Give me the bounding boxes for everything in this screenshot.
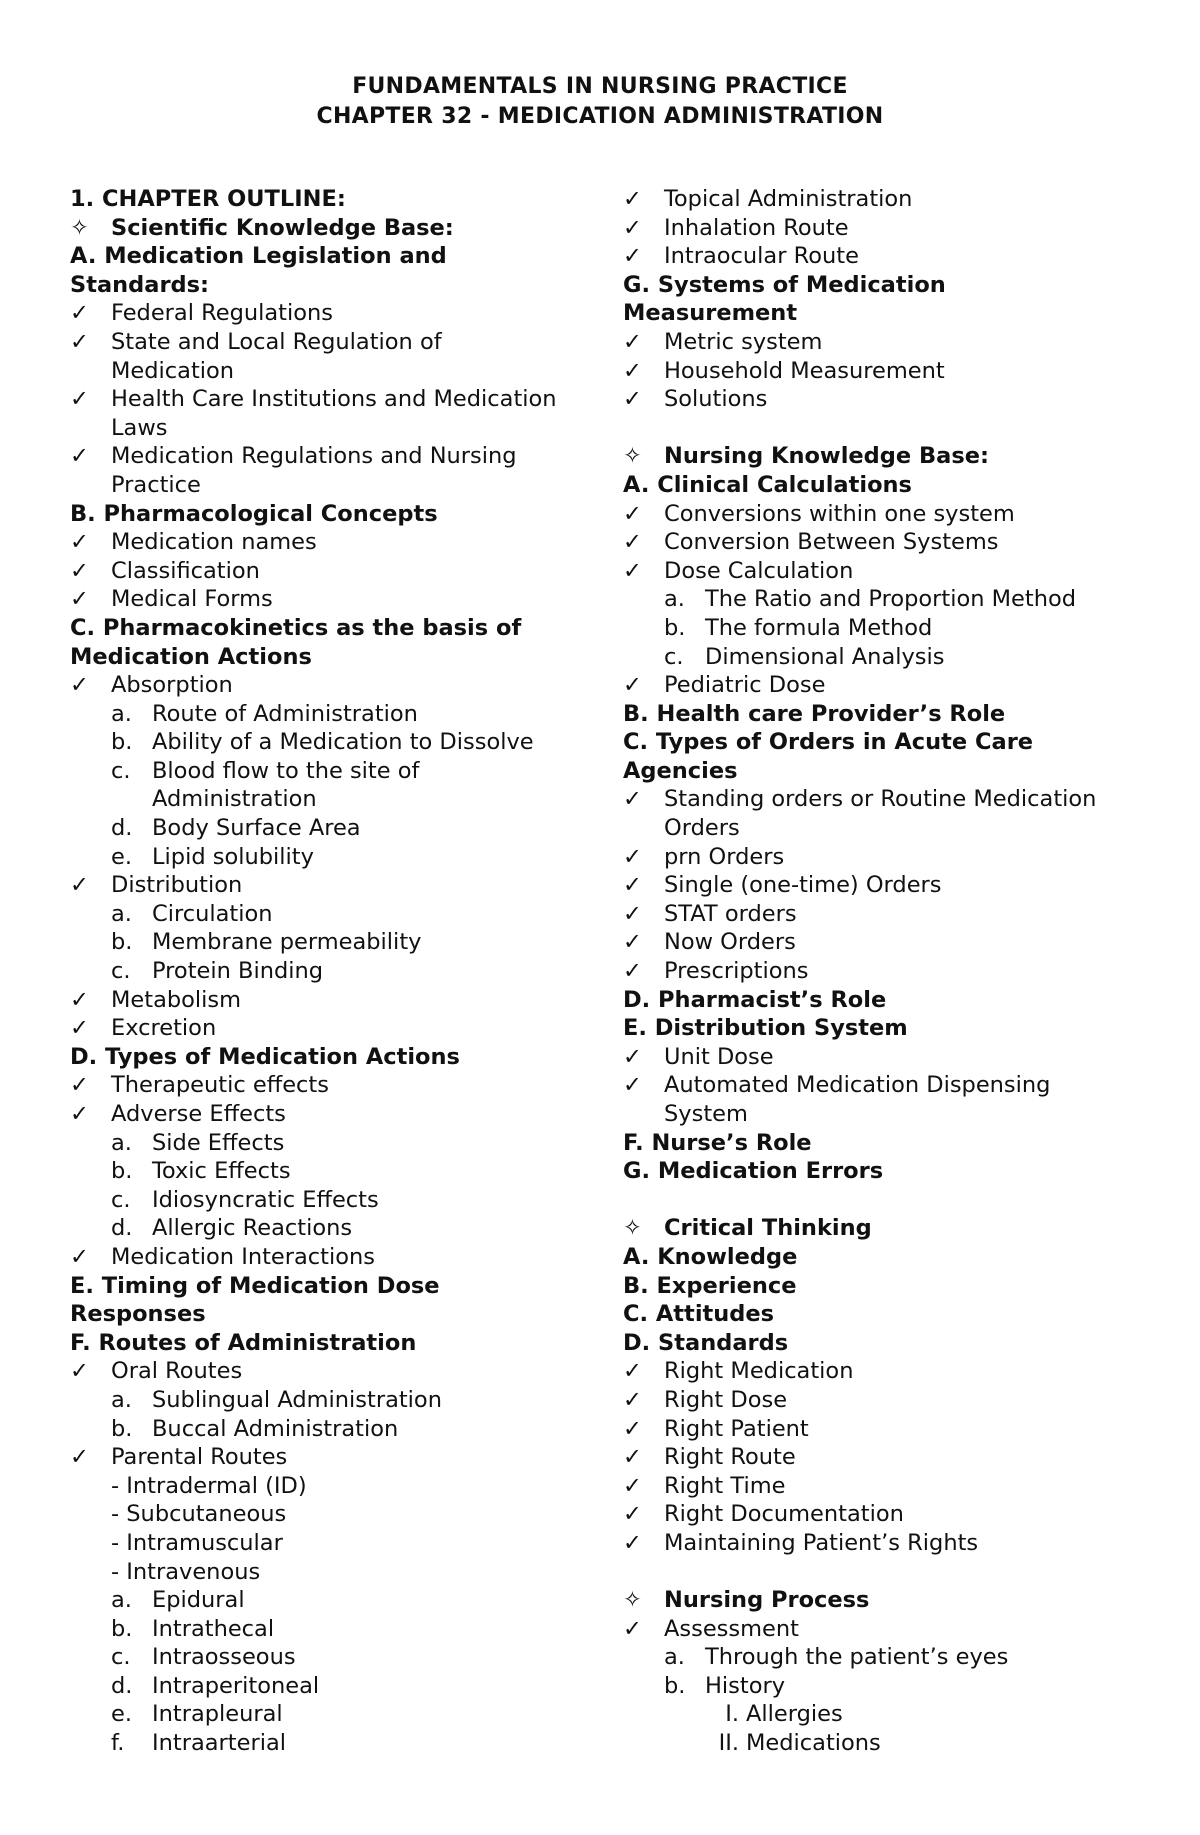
outline-heading bbox=[70, 271, 615, 300]
checklist-item bbox=[70, 1071, 615, 1100]
left-column bbox=[70, 185, 615, 1758]
line-text: D. Types of Medication Actions bbox=[70, 1043, 460, 1070]
line-text: Body Surface Area bbox=[152, 815, 361, 842]
line-text: System bbox=[664, 1101, 748, 1127]
checklist-item bbox=[70, 299, 615, 328]
line-text: Side Effects bbox=[152, 1129, 285, 1156]
line-text: Solutions bbox=[664, 386, 768, 413]
list-marker: b. bbox=[111, 929, 133, 956]
right-column bbox=[623, 185, 1143, 1758]
line-text: E. Distribution System bbox=[623, 1015, 908, 1042]
line-text: Intraarterial bbox=[152, 1730, 287, 1757]
line-text: Critical Thinking bbox=[664, 1215, 872, 1242]
checklist-item bbox=[623, 928, 1143, 957]
list-marker: a. bbox=[111, 900, 132, 927]
line-text: Toxic Effects bbox=[152, 1158, 291, 1185]
item-continuation bbox=[70, 471, 615, 500]
item-continuation bbox=[623, 1100, 1143, 1129]
list-marker: e. bbox=[111, 843, 132, 870]
sub-item bbox=[623, 1672, 1143, 1701]
checklist-item bbox=[623, 900, 1143, 929]
outline-heading bbox=[623, 728, 1143, 757]
list-marker: c. bbox=[111, 1644, 131, 1671]
section-heading bbox=[623, 1214, 1143, 1243]
outline-heading bbox=[623, 1272, 1143, 1301]
line-text: Blood flow to the site of bbox=[152, 757, 420, 784]
checklist-item bbox=[623, 843, 1143, 872]
line-text: Responses bbox=[70, 1301, 206, 1328]
item-continuation bbox=[70, 414, 615, 443]
line-text: Nursing Knowledge Base: bbox=[664, 443, 989, 470]
line-text: Circulation bbox=[152, 900, 273, 927]
sub-item bbox=[70, 1643, 615, 1672]
line-text: Practice bbox=[111, 471, 201, 498]
line-text: Intraocular Route bbox=[664, 243, 859, 270]
checklist-item bbox=[70, 671, 615, 700]
line-text: History bbox=[705, 1672, 786, 1699]
checkmark-icon: ✓ bbox=[623, 500, 642, 527]
line-text: Oral Routes bbox=[111, 1358, 243, 1385]
line-text: Right Medication bbox=[664, 1358, 854, 1385]
line-text: Pediatric Dose bbox=[664, 672, 826, 699]
outline-heading bbox=[623, 1243, 1143, 1272]
line-text: Epidural bbox=[152, 1587, 245, 1614]
line-text: Automated Medication Dispensing bbox=[664, 1072, 1051, 1099]
list-marker: b. bbox=[664, 1672, 686, 1699]
outline-heading bbox=[70, 1043, 615, 1072]
sub-item bbox=[70, 1386, 615, 1415]
checklist-item bbox=[623, 328, 1143, 357]
roman-item bbox=[623, 1700, 1143, 1729]
list-marker: a. bbox=[111, 1386, 132, 1413]
line-text: 1. CHAPTER OUTLINE: bbox=[70, 186, 346, 212]
checkmark-icon: ✓ bbox=[623, 872, 642, 899]
line-text: C. Attitudes bbox=[623, 1301, 775, 1328]
checkmark-icon: ✓ bbox=[70, 986, 89, 1013]
line-text: B. Health care Provider’s Role bbox=[623, 700, 1006, 727]
checkmark-icon: ✓ bbox=[623, 1615, 642, 1642]
checkmark-icon: ✓ bbox=[623, 672, 642, 699]
sub-item bbox=[70, 957, 615, 986]
line-text: Single (one-time) Orders bbox=[664, 872, 942, 899]
outline-heading bbox=[623, 700, 1143, 729]
blank-line bbox=[623, 1558, 1143, 1587]
list-marker: d. bbox=[111, 1672, 133, 1699]
list-marker: b. bbox=[111, 1158, 133, 1185]
list-marker: I. bbox=[725, 1701, 739, 1728]
line-text: Protein Binding bbox=[152, 958, 324, 985]
sub-item bbox=[70, 757, 615, 786]
line-text: Right Patient bbox=[664, 1415, 809, 1442]
checkmark-icon: ✓ bbox=[623, 1358, 642, 1385]
list-marker: b. bbox=[111, 1415, 133, 1442]
checkmark-icon: ✓ bbox=[623, 958, 642, 985]
checklist-item bbox=[623, 1500, 1143, 1529]
line-text: Medication Regulations and Nursing bbox=[111, 443, 517, 470]
line-text: Allergies bbox=[746, 1701, 843, 1728]
line-text: Allergic Reactions bbox=[152, 1215, 353, 1242]
checkmark-icon: ✓ bbox=[623, 357, 642, 384]
list-marker: c. bbox=[111, 1186, 131, 1213]
sub-item bbox=[623, 1643, 1143, 1672]
checkmark-icon: ✓ bbox=[623, 1501, 642, 1528]
line-text: Medications bbox=[746, 1730, 881, 1757]
line-text: Conversions within one system bbox=[664, 500, 1015, 527]
list-marker: II. bbox=[718, 1730, 739, 1757]
line-text: C. Pharmacokinetics as the basis of bbox=[70, 614, 522, 641]
line-text: G. Medication Errors bbox=[623, 1158, 884, 1185]
checkmark-icon: ✓ bbox=[70, 872, 89, 899]
line-text: Ability of a Medication to Dissolve bbox=[152, 729, 534, 756]
outline-heading bbox=[623, 1014, 1143, 1043]
sub-item bbox=[70, 843, 615, 872]
outline-heading bbox=[623, 986, 1143, 1015]
checkmark-icon: ✓ bbox=[70, 300, 89, 327]
checklist-item bbox=[70, 986, 615, 1015]
line-text: The Ratio and Proportion Method bbox=[705, 586, 1077, 613]
checkmark-icon: ✓ bbox=[70, 386, 89, 413]
line-text: Scientific Knowledge Base: bbox=[111, 214, 454, 241]
line-text: Laws bbox=[111, 414, 168, 441]
item-continuation bbox=[70, 357, 615, 386]
blank-line bbox=[623, 1186, 1143, 1215]
outline-heading bbox=[623, 471, 1143, 500]
line-text: A. Knowledge bbox=[623, 1243, 798, 1270]
outline-heading bbox=[70, 500, 615, 529]
checklist-item bbox=[623, 185, 1143, 214]
line-text: Unit Dose bbox=[664, 1043, 774, 1070]
checkmark-icon: ✓ bbox=[623, 214, 642, 241]
line-text: Prescriptions bbox=[664, 958, 809, 985]
checklist-item bbox=[623, 1443, 1143, 1472]
checkmark-icon: ✓ bbox=[623, 386, 642, 413]
line-text: Now Orders bbox=[664, 929, 796, 956]
line-text: Medication Interactions bbox=[111, 1243, 375, 1270]
line-text: C. Types of Orders in Acute Care bbox=[623, 729, 1034, 756]
line-text: Metabolism bbox=[111, 986, 242, 1013]
line-text: Assessment bbox=[664, 1615, 799, 1642]
checklist-item bbox=[623, 1043, 1143, 1072]
sub-item bbox=[70, 1700, 615, 1729]
checklist-item bbox=[623, 871, 1143, 900]
list-marker: c. bbox=[111, 757, 131, 784]
list-marker: f. bbox=[111, 1730, 125, 1757]
line-text: Classification bbox=[111, 557, 260, 584]
checkmark-icon: ✓ bbox=[70, 328, 89, 355]
line-text: State and Local Regulation of bbox=[111, 328, 442, 355]
line-text: - Intramuscular bbox=[111, 1529, 283, 1556]
line-text: Topical Administration bbox=[664, 186, 913, 212]
outline-heading bbox=[70, 1272, 615, 1301]
checklist-item bbox=[623, 214, 1143, 243]
checkmark-icon: ✓ bbox=[70, 1015, 89, 1042]
list-marker: a. bbox=[664, 1644, 685, 1671]
checklist-item bbox=[70, 385, 615, 414]
sub-item bbox=[70, 1129, 615, 1158]
sub-item bbox=[70, 1615, 615, 1644]
line-text: Medication names bbox=[111, 529, 317, 556]
section-heading bbox=[623, 1586, 1143, 1615]
outline-heading bbox=[623, 299, 1143, 328]
checkmark-icon: ✓ bbox=[623, 186, 642, 212]
dash-item bbox=[70, 1558, 615, 1587]
checklist-item bbox=[623, 785, 1143, 814]
sub-item bbox=[70, 1415, 615, 1444]
line-text: B. Pharmacological Concepts bbox=[70, 500, 438, 527]
line-text: Health Care Institutions and Medication bbox=[111, 386, 557, 413]
checkmark-icon: ✓ bbox=[623, 786, 642, 813]
line-text: E. Timing of Medication Dose bbox=[70, 1272, 440, 1299]
line-text: Medication Actions bbox=[70, 643, 312, 670]
sub-item bbox=[70, 1186, 615, 1215]
checklist-item bbox=[623, 671, 1143, 700]
line-text: - Subcutaneous bbox=[111, 1501, 287, 1528]
line-text: A. Clinical Calculations bbox=[623, 471, 912, 498]
checklist-item bbox=[70, 528, 615, 557]
checklist-item bbox=[623, 357, 1143, 386]
checklist-item bbox=[70, 328, 615, 357]
list-marker: a. bbox=[111, 1129, 132, 1156]
outline-heading bbox=[70, 1329, 615, 1358]
line-text: Medication bbox=[111, 357, 235, 384]
line-text: F. Nurse’s Role bbox=[623, 1129, 812, 1156]
checkmark-icon: ✓ bbox=[623, 1415, 642, 1442]
checkmark-icon: ✓ bbox=[623, 1444, 642, 1471]
list-marker: b. bbox=[111, 729, 133, 756]
line-text: - Intravenous bbox=[111, 1558, 261, 1585]
sub-item bbox=[70, 1729, 615, 1758]
line-text: Route of Administration bbox=[152, 700, 418, 727]
star-icon: ✧ bbox=[623, 1215, 642, 1242]
line-text: Idiosyncratic Effects bbox=[152, 1186, 379, 1213]
line-text: Household Measurement bbox=[664, 357, 945, 384]
checklist-item bbox=[623, 957, 1143, 986]
line-text: Medical Forms bbox=[111, 586, 273, 613]
sub-item bbox=[70, 900, 615, 929]
line-text: Buccal Administration bbox=[152, 1415, 399, 1442]
list-marker: a. bbox=[664, 586, 685, 613]
line-text: Orders bbox=[664, 815, 740, 842]
checkmark-icon: ✓ bbox=[623, 1472, 642, 1499]
outline-heading bbox=[623, 1300, 1143, 1329]
checklist-item bbox=[623, 1415, 1143, 1444]
checkmark-icon: ✓ bbox=[70, 672, 89, 699]
checklist-item bbox=[623, 528, 1143, 557]
line-text: Inhalation Route bbox=[664, 214, 849, 241]
line-text: Measurement bbox=[623, 300, 798, 327]
line-text: D. Standards bbox=[623, 1329, 789, 1356]
sub-item bbox=[70, 1157, 615, 1186]
outline-heading bbox=[623, 1157, 1143, 1186]
checklist-item bbox=[623, 1615, 1143, 1644]
list-marker: c. bbox=[664, 643, 684, 670]
list-marker: a. bbox=[111, 700, 132, 727]
star-icon: ✧ bbox=[623, 1587, 642, 1614]
line-text: Intrathecal bbox=[152, 1615, 275, 1642]
checkmark-icon: ✓ bbox=[623, 1072, 642, 1099]
line-text: Right Dose bbox=[664, 1386, 788, 1413]
checkmark-icon: ✓ bbox=[623, 529, 642, 556]
checklist-item bbox=[70, 1243, 615, 1272]
line-text: D. Pharmacist’s Role bbox=[623, 986, 887, 1013]
checklist-item bbox=[70, 1443, 615, 1472]
outline-heading bbox=[70, 242, 615, 271]
line-text: STAT orders bbox=[664, 900, 797, 927]
document-title bbox=[0, 72, 1200, 132]
checkmark-icon: ✓ bbox=[70, 529, 89, 556]
checklist-item bbox=[623, 1071, 1143, 1100]
checkmark-icon: ✓ bbox=[623, 1529, 642, 1556]
line-text: The formula Method bbox=[705, 614, 933, 641]
checklist-item bbox=[623, 1529, 1143, 1558]
line-text: Standing orders or Routine Medication bbox=[664, 786, 1097, 813]
checklist-item bbox=[623, 557, 1143, 586]
line-text: prn Orders bbox=[664, 843, 785, 870]
list-marker: b. bbox=[664, 614, 686, 641]
line-text: Distribution bbox=[111, 872, 243, 899]
line-text: F. Routes of Administration bbox=[70, 1329, 417, 1356]
checkmark-icon: ✓ bbox=[623, 557, 642, 584]
outline-heading bbox=[70, 643, 615, 672]
line-text: Metric system bbox=[664, 328, 823, 355]
sub-item bbox=[623, 614, 1143, 643]
line-text: Adverse Effects bbox=[111, 1101, 286, 1127]
checklist-item bbox=[70, 871, 615, 900]
star-icon: ✧ bbox=[623, 443, 642, 470]
line-text: A. Medication Legislation and bbox=[70, 243, 447, 270]
list-marker: a. bbox=[111, 1587, 132, 1614]
line-text: Sublingual Administration bbox=[152, 1386, 442, 1413]
checkmark-icon: ✓ bbox=[70, 1072, 89, 1099]
checkmark-icon: ✓ bbox=[70, 557, 89, 584]
checklist-item bbox=[70, 1014, 615, 1043]
checkmark-icon: ✓ bbox=[623, 328, 642, 355]
line-text: Parental Routes bbox=[111, 1444, 288, 1471]
outline-heading bbox=[623, 757, 1143, 786]
checklist-item bbox=[623, 242, 1143, 271]
outline-heading bbox=[70, 1300, 615, 1329]
line-text: Standards: bbox=[70, 271, 210, 298]
checklist-item bbox=[70, 1100, 615, 1129]
sub-item bbox=[70, 928, 615, 957]
blank-line bbox=[623, 414, 1143, 443]
checkmark-icon: ✓ bbox=[623, 900, 642, 927]
line-text: Nursing Process bbox=[664, 1587, 870, 1614]
list-marker: d. bbox=[111, 815, 133, 842]
line-text: Maintaining Patient’s Rights bbox=[664, 1529, 979, 1556]
sub-item-continuation bbox=[70, 785, 615, 814]
checklist-item bbox=[623, 1472, 1143, 1501]
checkmark-icon: ✓ bbox=[70, 1444, 89, 1471]
line-text: Dimensional Analysis bbox=[705, 643, 945, 670]
checkmark-icon: ✓ bbox=[623, 243, 642, 270]
section-heading bbox=[623, 442, 1143, 471]
line-text: Membrane permeability bbox=[152, 929, 422, 956]
checklist-item bbox=[623, 500, 1143, 529]
checkmark-icon: ✓ bbox=[70, 586, 89, 613]
checklist-item bbox=[70, 442, 615, 471]
line-text: G. Systems of Medication bbox=[623, 271, 946, 298]
sub-item bbox=[70, 1586, 615, 1615]
sub-item bbox=[623, 585, 1143, 614]
checkmark-icon: ✓ bbox=[70, 443, 89, 470]
outline-heading bbox=[623, 1129, 1143, 1158]
roman-item bbox=[623, 1729, 1143, 1758]
sub-item bbox=[70, 700, 615, 729]
line-text: B. Experience bbox=[623, 1272, 797, 1299]
checklist-item bbox=[70, 557, 615, 586]
dash-item bbox=[70, 1529, 615, 1558]
line-text: Excretion bbox=[111, 1015, 217, 1042]
star-icon: ✧ bbox=[70, 214, 89, 241]
line-text: Federal Regulations bbox=[111, 300, 333, 327]
checklist-item bbox=[70, 1357, 615, 1386]
outline-heading bbox=[623, 1329, 1143, 1358]
sub-item bbox=[70, 1672, 615, 1701]
checklist-item bbox=[623, 385, 1143, 414]
list-marker: b. bbox=[111, 1615, 133, 1642]
line-text: Lipid solubility bbox=[152, 843, 314, 870]
item-continuation bbox=[623, 814, 1143, 843]
checklist-item bbox=[623, 1386, 1143, 1415]
course-title: FUNDAMENTALS IN NURSING PRACTICE bbox=[352, 74, 848, 99]
dash-item bbox=[70, 1472, 615, 1501]
list-marker: d. bbox=[111, 1215, 133, 1242]
outline-heading bbox=[70, 614, 615, 643]
sub-item bbox=[623, 643, 1143, 672]
line-text: Therapeutic effects bbox=[111, 1072, 329, 1099]
line-text: Intrapleural bbox=[152, 1701, 283, 1728]
section-heading bbox=[70, 214, 615, 243]
sub-item bbox=[70, 1214, 615, 1243]
checkmark-icon: ✓ bbox=[623, 1043, 642, 1070]
line-text: Right Time bbox=[664, 1472, 786, 1499]
line-text: Intraperitoneal bbox=[152, 1672, 320, 1699]
checkmark-icon: ✓ bbox=[623, 1386, 642, 1413]
outline-heading bbox=[623, 271, 1143, 300]
checkmark-icon: ✓ bbox=[623, 929, 642, 956]
line-text: Dose Calculation bbox=[664, 557, 854, 584]
line-text: Absorption bbox=[111, 672, 233, 699]
line-text: Right Route bbox=[664, 1444, 796, 1471]
line-text: Intraosseous bbox=[152, 1644, 296, 1671]
line-text: Through the patient’s eyes bbox=[705, 1644, 1009, 1671]
line-text: - Intradermal (ID) bbox=[111, 1472, 307, 1499]
sub-item bbox=[70, 814, 615, 843]
list-marker: c. bbox=[111, 958, 131, 985]
line-text: Conversion Between Systems bbox=[664, 529, 999, 556]
chapter-title: CHAPTER 32 - MEDICATION ADMINISTRATION bbox=[316, 104, 884, 129]
checkmark-icon: ✓ bbox=[623, 843, 642, 870]
checkmark-icon: ✓ bbox=[70, 1243, 89, 1270]
checkmark-icon: ✓ bbox=[70, 1358, 89, 1385]
checklist-item bbox=[623, 1357, 1143, 1386]
sub-item bbox=[70, 728, 615, 757]
line-text: Right Documentation bbox=[664, 1501, 904, 1528]
outline-heading bbox=[70, 185, 615, 214]
list-marker: e. bbox=[111, 1701, 132, 1728]
dash-item bbox=[70, 1500, 615, 1529]
line-text: Agencies bbox=[623, 757, 738, 784]
line-text: Administration bbox=[152, 786, 317, 813]
checkmark-icon: ✓ bbox=[70, 1101, 89, 1127]
checklist-item bbox=[70, 585, 615, 614]
